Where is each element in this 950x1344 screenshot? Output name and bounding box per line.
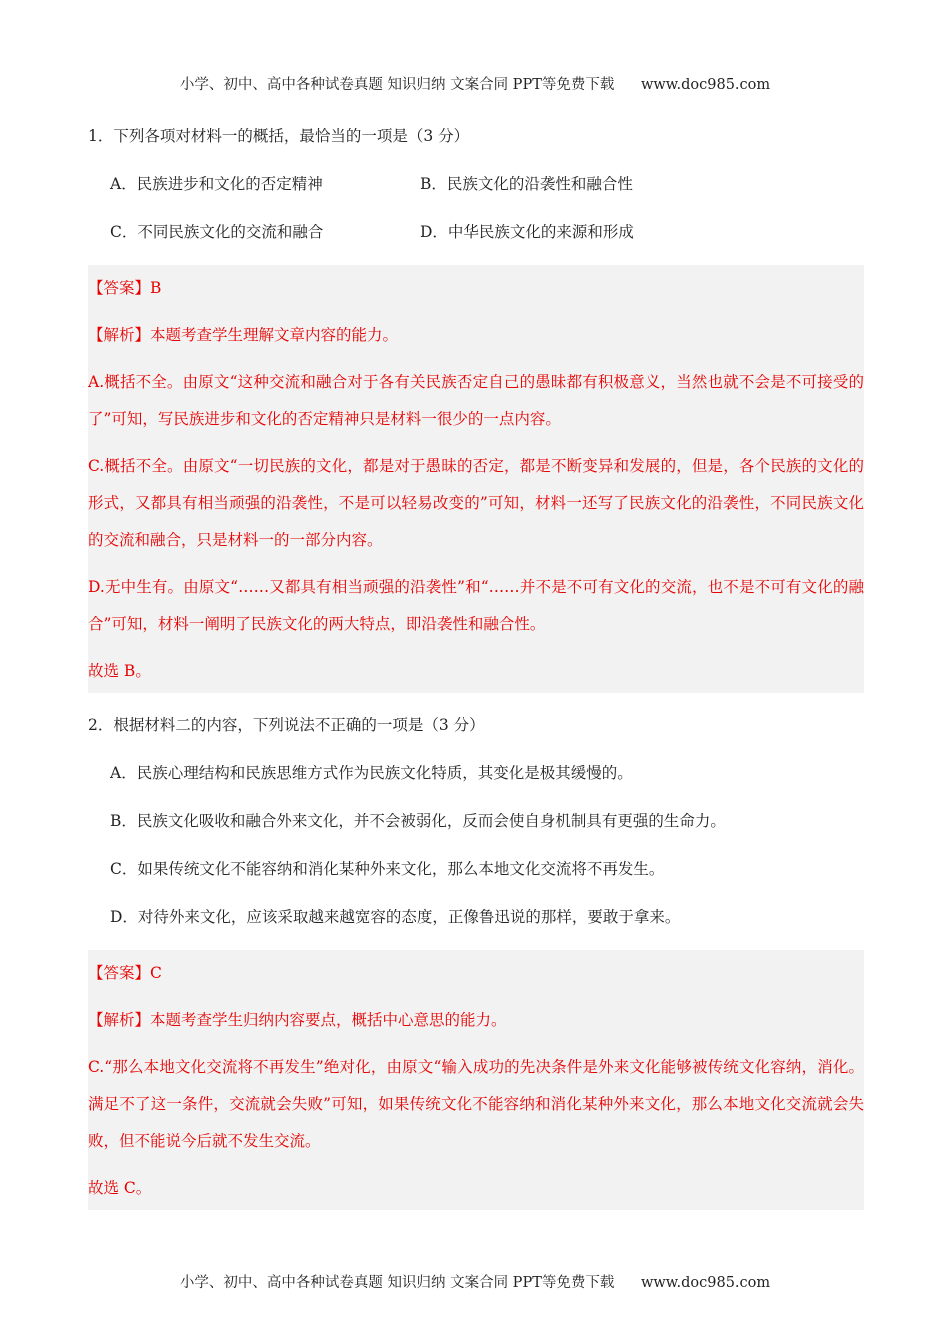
question-2-answer: 【答案】C [88,964,162,982]
document-body [88,126,864,1210]
spacer [88,693,864,715]
question-1-stem: 1．下列各项对材料一的概括，最恰当的一项是（3 分） [88,127,470,145]
question-2-conclusion: 故选 C。 [88,1179,152,1197]
header-url-link[interactable]: www.doc985.com [640,77,771,93]
question-2-stem: 2．根据材料二的内容，下列说法不正确的一项是（3 分） [88,716,485,734]
question-2-option-d: D．对待外来文化，应该采取越来越宽容的态度，正像鲁迅说的那样，要敢于拿来。 [110,908,681,926]
question-1-analysis-title: 【解析】本题考查学生理解文章内容的能力。 [88,326,399,344]
question-1-analysis-c: C.概括不全。由原文“一切民族的文化，都是对于愚昧的否定，都是不断变异和发展的，但是，各个民族的文化的形式，又都具有相当顽强的沿袭性，不是可以轻易改变的”可知，材料一还写了民族文化的沿袭性，不同民族文化的交流和融合，只是材料一的一部分内容。 [88,457,864,549]
question-2-option-b: B．民族文化吸收和融合外来文化，并不会被弱化，反而会使自身机制具有更强的生命力。 [110,812,726,830]
page-header [0,73,950,94]
question-1-answer: 【答案】B [88,279,162,297]
header-text: 小学、初中、高中各种试卷真题 知识归纳 文案合同 PPT等免费下载 [179,77,615,93]
question-2-option-c: C．如果传统文化不能容纳和消化某种外来文化，那么本地文化交流将不再发生。 [110,860,665,878]
question-2-analysis-title: 【解析】本题考查学生归纳内容要点，概括中心意思的能力。 [88,1011,507,1029]
footer-url-link[interactable]: www.doc985.com [640,1275,771,1291]
question-1-option-b: B．民族文化的沿袭性和融合性 [420,175,633,193]
question-1-options-row-1 [88,174,864,194]
question-1-options-row-2 [88,222,864,242]
question-2-answer-box [88,950,864,1210]
question-1-option-d: D．中华民族文化的来源和形成 [420,223,634,241]
question-2-analysis-c: C.“那么本地文化交流将不再发生”绝对化，由原文“输入成功的先决条件是外来文化能够被传统文化容纳，消化。满足不了这一条件，交流就会失败”可知，如果传统文化不能容纳和消化某种外来文化，那么本地文化交流就会失败，但不能说今后就不发生交流。 [88,1058,864,1150]
question-1-analysis-a: A.概括不全。由原文“这种交流和融合对于各有关民族否定自己的愚昧都有积极意义，当然也就不会是不可接受的了”可知，写民族进步和文化的否定精神只是材料一很少的一点内容。 [88,373,864,428]
page-footer [0,1271,950,1292]
question-1-option-a: A．民族进步和文化的否定精神 [110,175,323,193]
question-1-conclusion: 故选 B。 [88,662,151,680]
question-1-answer-box [88,265,864,693]
question-1-option-c: C．不同民族文化的交流和融合 [110,223,324,241]
question-2-option-a: A．民族心理结构和民族思维方式作为民族文化特质，其变化是极其缓慢的。 [110,764,633,782]
footer-text: 小学、初中、高中各种试卷真题 知识归纳 文案合同 PPT等免费下载 [179,1275,615,1291]
question-1-analysis-d: D.无中生有。由原文“……又都具有相当顽强的沿袭性”和“……并不是不可有文化的交流，也不是不可有文化的融合”可知，材料一阐明了民族文化的两大特点，即沿袭性和融合性。 [88,578,864,633]
